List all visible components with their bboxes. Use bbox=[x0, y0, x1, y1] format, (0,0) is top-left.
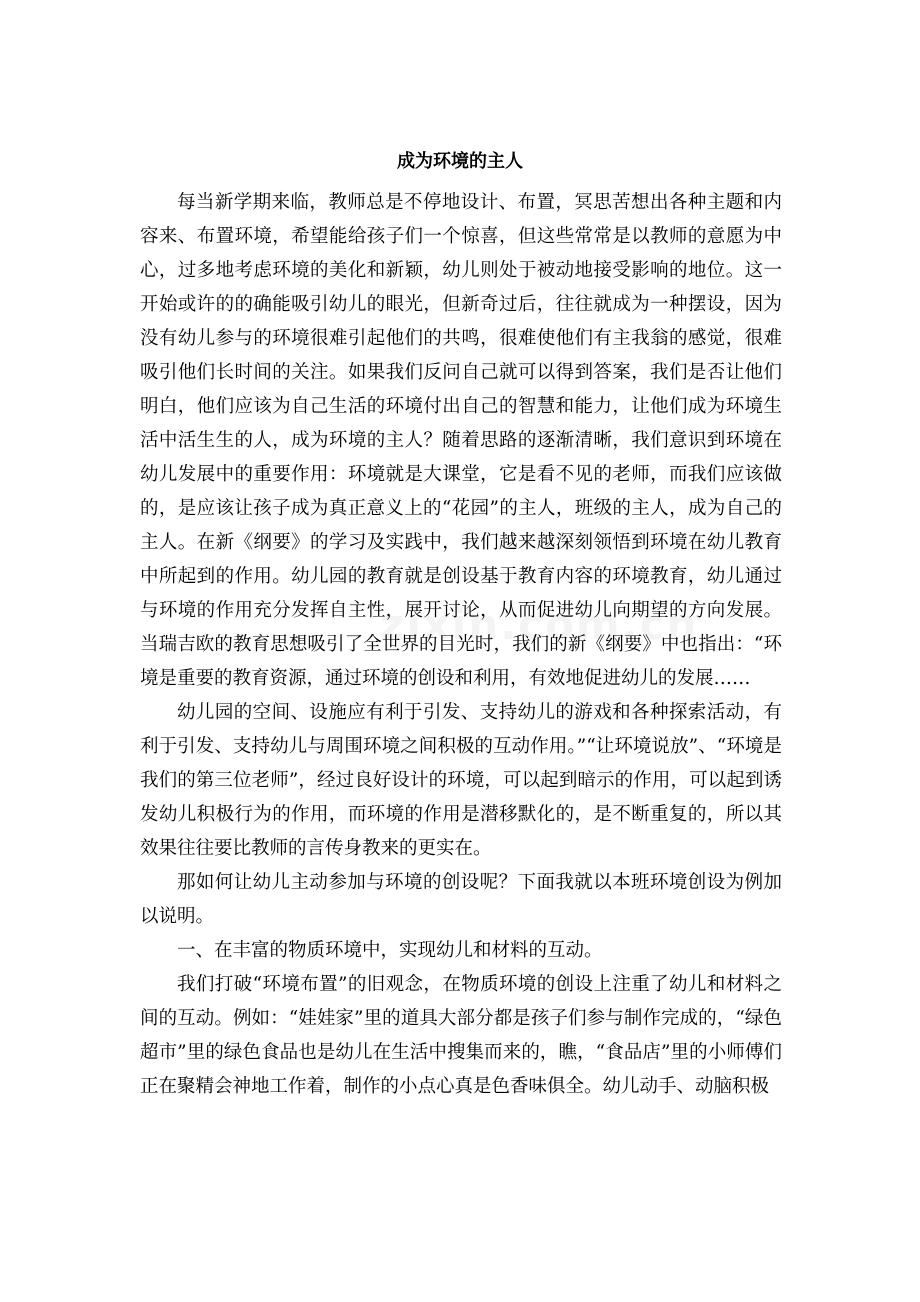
paragraph: 一、在丰富的物质环境中，实现幼儿和材料的互动。 bbox=[177, 940, 603, 961]
document-title: 成为环境的主人 bbox=[397, 151, 523, 172]
paragraph: 每当新学期来临，教师总是不停地设计、布置，冥思苦想出各种主题和内容来、布置环境，希望能给孩子们一个惊喜，但这些常常是以教师的意愿为中心，过多地考虑环境的美化和新颖，幼儿则处于被动地接受影响的地位。这一开始或许的的确能吸引幼儿的眼光，但新奇过后，往往就成为一种摆设，因为没有幼儿参与的环境很难引起他们的共鸣，很难使他们有主我翁的感觉，很难吸引他们长时间的关注。如果我们反问自己就可以得到答案，我们是否让他们明白，他们应该为自己生活的环境付出自己的智慧和能力，让他们成为环境生活中活生生的人，成为环境的主人？随着思路的逐渐清晰，我们意识到环境在幼儿发展中的重要作用：环境就是大课堂，它是看不见的老师，而我们应该做的，是应该让孩子成为真正意义上的“花园”的主人，班级的主人，成为自己的主人。在新《纲要》的学习及实践中，我们越来越深刻领悟到环境在幼儿教育中所起到的作用。幼儿园的教育就是创设基于教育内容的环境教育，幼儿通过与环境的作用充分发挥自主性，展开讨论，从而促进幼儿向期望的方向发展。当瑞吉欧的教育思想吸引了全世界的目光时，我们的新《纲要》中也指出：“环境是重要的教育资源，通过环境的创设和利用，有效地促进幼儿的发展…… bbox=[140, 192, 782, 689]
paragraph: 那如何让幼儿主动参加与环境的创设呢？下面我就以本班环境创设为例加以说明。 bbox=[140, 872, 782, 927]
document-body bbox=[140, 186, 782, 1104]
paragraph: 我们打破“环境布置”的旧观念，在物质环境的创设上注重了幼儿和材料之间的互动。例如：“娃娃家”里的道具大部分都是孩子们参与制作完成的，“绿色超市”里的绿色食品也是幼儿在生活中搜集而来的，瞧，“食品店”里的小师傅们正在聚精会神地工作着，制作的小点心真是色香味俱全。幼儿动手、动脑积极 bbox=[140, 974, 782, 1097]
paragraph: 幼儿园的空间、设施应有利于引发、支持幼儿的游戏和各种探索活动，有利于引发、支持幼儿与周围环境之间积极的互动作用。”“让环境说放”、“环境是我们的第三位老师”，经过良好设计的环境，可以起到暗示的作用，可以起到诱发幼儿积极行为的作用，而环境的作用是潜移默化的，是不断重复的，所以其效果往往要比教师的言传身教来的更实在。 bbox=[140, 702, 782, 859]
